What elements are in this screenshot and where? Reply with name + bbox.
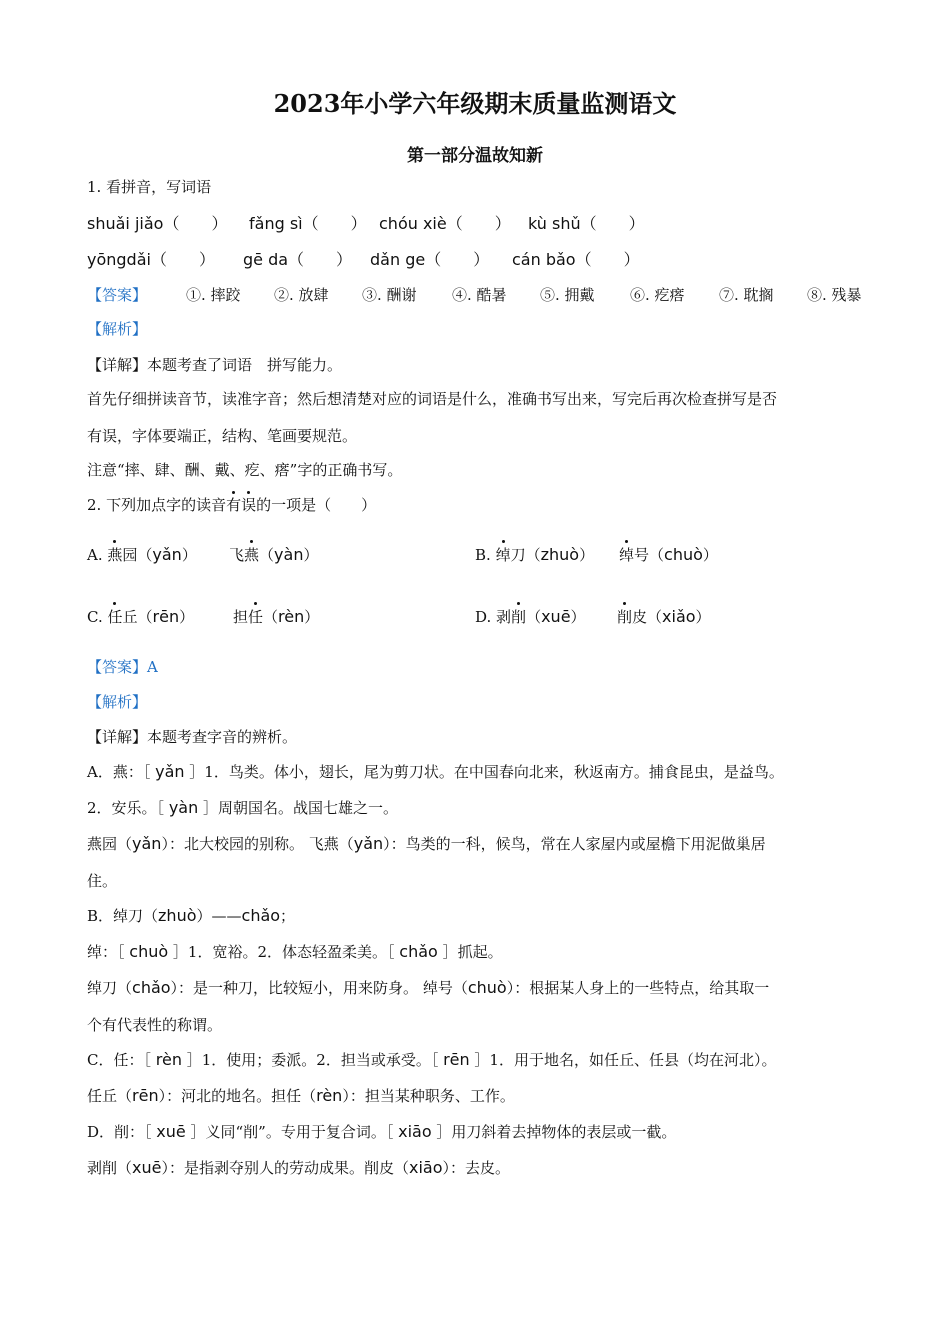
q2-analysis-line-6: 绰刀（chǎo）：是一种刀，比较短小，用来防身。 绰号（chuò）：根据某人身上的一些特点，给其取一 <box>87 978 770 997</box>
q2-stem: 2. 下列加点字的读音有误的一项是（ ） <box>87 496 377 514</box>
q2-analysis-line-10: 剥削（xuē）：是指剥夺别人的劳动成果。削皮（xiāo）：去皮。 <box>87 1158 511 1177</box>
q2-analysis-line-4: B．绰刀（zhuò）——chǎo； <box>87 906 296 925</box>
q1-paragraph-1: 首先仔细拼读音节，读准字音；然后想清楚对应的词语是什么，准确书写出来，写完后再次检查拼写是否 <box>87 390 778 408</box>
q2-option-a[interactable]: A. 燕园（yǎn） <box>87 545 197 564</box>
q2-analysis-line-5: 绰：［ chuò ］1．宽裕。2．体态轻盈柔美。［ chǎo ］抓起。 <box>87 942 503 961</box>
q1-answer-1: ①. 摔跤 <box>186 286 241 304</box>
q1-answer-8: ⑧. 残暴 <box>807 286 862 304</box>
q1-answer-5: ⑤. 拥戴 <box>540 286 595 304</box>
q2-option-b[interactable]: B. 绰刀（zhuò） <box>475 545 595 564</box>
emphasis-char: 有 <box>226 496 242 514</box>
q1-answer-6: ⑥. 疙瘩 <box>630 286 685 304</box>
q1-paragraph-1-cont: 有误，字体要端正，结构、笔画要规范。 <box>87 427 358 445</box>
q2-detail: 【详解】本题考查字音的辨析。 <box>87 728 298 746</box>
q2-option-c[interactable]: C. 任丘（rēn） <box>87 607 195 626</box>
q2-option-a-2: 飞燕（yàn） <box>229 545 319 564</box>
q1-answer-7: ⑦. 耽搁 <box>719 286 774 304</box>
q1-answer-label: 【答案】 <box>87 286 148 304</box>
q2-analysis-line-3: 燕园（yǎn）：北大校园的别称。 飞燕（yǎn）：鸟类的一科，候鸟，常在人家屋内或屋檐下用泥做巢居 <box>87 834 766 853</box>
q2-option-b-2: 绰号（chuò） <box>619 545 718 564</box>
q2-analysis-line-3-cont: 住。 <box>87 872 118 890</box>
q1-item-1: shuǎi jiǎo（ ） <box>87 214 228 233</box>
q1-item-2: fǎng sì（ ） <box>249 214 367 233</box>
q2-analysis-line-8: 任丘（rēn）：河北的地名。担任（rèn）：担当某种职务、工作。 <box>87 1086 515 1105</box>
q1-stem: 1. 看拼音，写词语 <box>87 178 212 196</box>
section-title: 第一部分温故知新 <box>407 146 543 166</box>
q1-answer-2: ②. 放肆 <box>274 286 329 304</box>
q1-item-8: cán bǎo（ ） <box>512 250 640 269</box>
q2-analysis-line-2: 2．安乐。［ yàn ］周朝国名。战国七雄之一。 <box>87 798 399 817</box>
q2-analysis-line-1: A．燕：［ yǎn ］1．鸟类。体小，翅长，尾为剪刀状。在中国春向北来，秋返南方。捕食昆虫，是益鸟。 <box>87 762 784 781</box>
q1-item-7: dǎn ge（ ） <box>370 250 490 269</box>
emphasis-char: 误 <box>241 496 257 514</box>
q2-analysis-label: 【解析】 <box>87 693 148 711</box>
q2-option-c-2: 担任（rèn） <box>233 607 320 626</box>
q1-item-6: gē da（ ） <box>243 250 353 269</box>
q1-item-3: chóu xiè（ ） <box>379 214 511 233</box>
q1-item-5: yōngdǎi（ ） <box>87 250 215 269</box>
page-title: 2023年小学六年级期末质量监测语文 <box>273 89 677 118</box>
q1-item-4: kù shǔ（ ） <box>528 214 645 233</box>
q1-answer-3: ③. 酬谢 <box>362 286 417 304</box>
q1-detail: 【详解】本题考查了词语 拼写能力。 <box>87 356 343 374</box>
q2-analysis-line-7: C．任：［ rèn ］1．使用；委派。2．担当或承受。［ rēn ］1．用于地名，如任丘、任县（均在河北）。 <box>87 1050 777 1069</box>
q2-option-d[interactable]: D. 剥削（xuē） <box>475 607 586 626</box>
q1-answer-4: ④. 酷暑 <box>452 286 507 304</box>
q2-answer: 【答案】A <box>87 658 158 676</box>
q2-option-d-2: 削皮（xiǎo） <box>617 607 711 626</box>
q2-analysis-line-6-cont: 个有代表性的称谓。 <box>87 1016 223 1034</box>
q2-analysis-line-9: D．削：［ xuē ］义同“削”。专用于复合词。［ xiāo ］用刀斜着去掉物体的表层或一截。 <box>87 1122 677 1141</box>
q1-analysis-label: 【解析】 <box>87 320 148 338</box>
q1-paragraph-2: 注意“摔、肆、酬、戴、疙、瘩”字的正确书写。 <box>87 461 403 479</box>
